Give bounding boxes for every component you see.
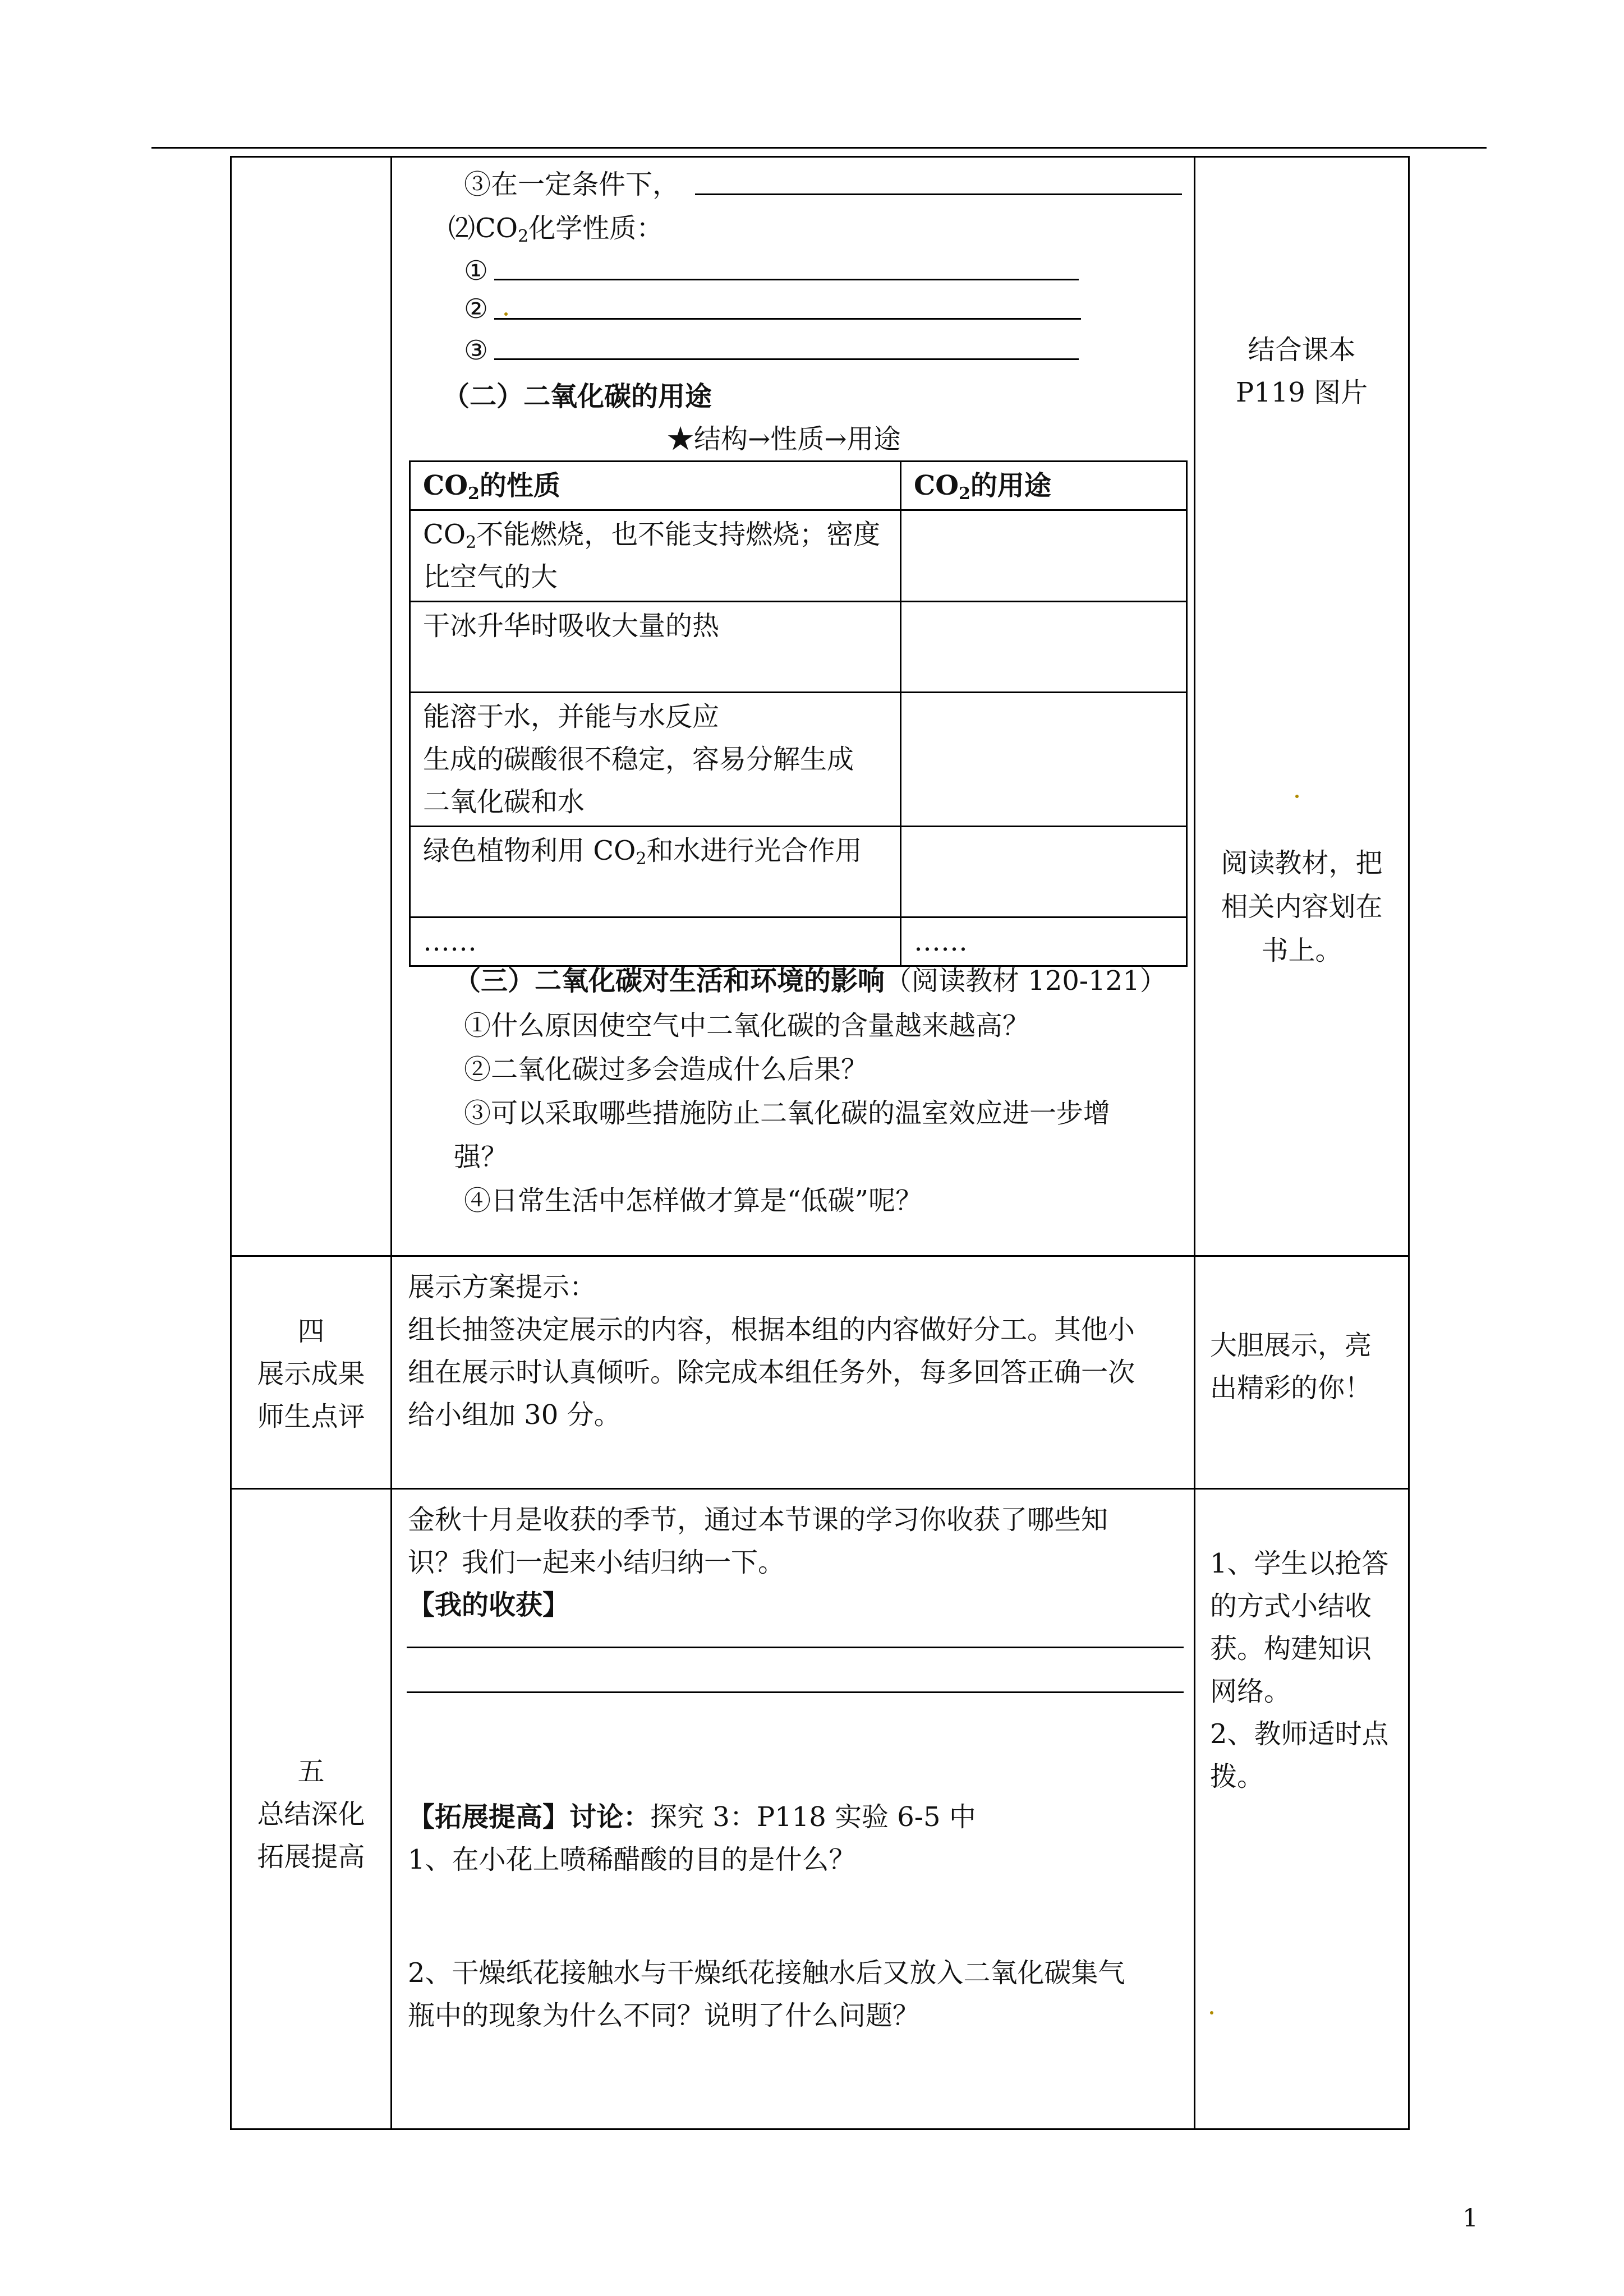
property-cell: 能溶于水，并能与水反应 生成的碳酸很不稳定，容易分解生成 二氧化碳和水 <box>410 693 901 827</box>
row5-intro-2: 识？我们一起来小结归纳一下。 <box>408 1547 785 1578</box>
row4-line-1: 展示方案提示： <box>408 1271 597 1303</box>
row5-label-line2: 拓展提高 <box>257 1841 365 1873</box>
speck-mark <box>1295 795 1299 798</box>
row4-label-number: 四 <box>297 1316 325 1347</box>
uses-heading: （二）二氧化碳的用途 <box>443 381 712 412</box>
row5-note-cell <box>1195 1489 1409 2129</box>
chem-item-2: ② <box>464 293 489 325</box>
extend-question-2b: 瓶中的现象为什么不同？说明了什么问题？ <box>408 2000 920 2031</box>
harvest-blank-2[interactable] <box>407 1691 1184 1693</box>
table-row <box>410 693 1187 827</box>
chem-item-3: ③ <box>464 335 489 366</box>
row4-line-2: 组长抽签决定展示的内容，根据本组的内容做好分工。其他小 <box>408 1314 1135 1345</box>
table-row-three <box>231 157 1409 1256</box>
use-cell[interactable] <box>901 510 1187 602</box>
row4-note-1: 大胆展示，亮 <box>1210 1330 1372 1361</box>
page-number: 1 <box>1462 2204 1478 2233</box>
row5-label-line1: 总结深化 <box>257 1799 365 1830</box>
table-row <box>410 827 1187 918</box>
row3-body-cell <box>392 157 1195 1256</box>
row5-label-cell <box>231 1489 392 2129</box>
row3-label-cell <box>231 157 392 1256</box>
row5-body-cell <box>392 1489 1195 2129</box>
chem-blank-2[interactable] <box>494 318 1081 320</box>
row4-label-line1: 展示成果 <box>257 1358 365 1390</box>
note-read-3: 书上。 <box>1261 935 1342 966</box>
harvest-heading: 【我的收获】 <box>408 1589 570 1621</box>
table-row <box>410 918 1187 966</box>
use-cell[interactable] <box>901 693 1187 827</box>
row5-note-3: 获。构建知识 <box>1210 1633 1372 1665</box>
row5-note-1: 1、学生以抢答 <box>1210 1548 1389 1579</box>
use-cell[interactable] <box>901 827 1187 918</box>
co2-uses-table <box>409 460 1188 967</box>
uses-table-header <box>410 462 1187 510</box>
table-row <box>410 510 1187 602</box>
row5-note-5: 2、教师适时点 <box>1210 1718 1389 1750</box>
row4-note-cell <box>1195 1256 1409 1489</box>
speck-mark <box>1210 2011 1213 2014</box>
extend-question-2a: 2、干燥纸花接触水与干燥纸花接触水后又放入二氧化碳集气 <box>408 1957 1125 1989</box>
structure-chain: ★结构→性质→用途 <box>667 423 901 455</box>
chem-properties-title: $⑵CO_2$化学性质： <box>448 213 664 246</box>
row5-note-2: 的方式小结收 <box>1210 1590 1372 1622</box>
harvest-blank-1[interactable] <box>407 1647 1184 1648</box>
impact-question-3: ③可以采取哪些措施防止二氧化碳的温室效应进一步增 <box>464 1098 1111 1129</box>
row3-note-cell <box>1195 157 1409 1256</box>
header-rule <box>151 147 1487 149</box>
impact-question-2: ②二氧化碳过多会造成什么后果？ <box>464 1054 868 1085</box>
impact-question-1: ①什么原因使空气中二氧化碳的含量越来越高？ <box>464 1010 1030 1041</box>
property-cell: 干冰升华时吸收大量的热 <box>410 602 901 693</box>
speck-mark <box>504 312 508 316</box>
table-row-five <box>231 1489 1409 2129</box>
row4-line-4: 给小组加 30 分。 <box>408 1399 621 1431</box>
row4-line-3: 组在展示时认真倾听。除完成本组任务外，每多回答正确一次 <box>408 1357 1135 1388</box>
row5-note-6: 拨。 <box>1210 1761 1264 1792</box>
impact-question-3-cont: 强？ <box>454 1141 508 1173</box>
row4-label-cell <box>231 1256 392 1489</box>
chem-item-1: ① <box>464 255 489 287</box>
header-properties: $CO_2$的性质 <box>410 462 901 510</box>
item3-blank[interactable] <box>695 193 1182 195</box>
lesson-table <box>230 156 1410 2130</box>
note-read-1: 阅读教材，把 <box>1221 847 1383 879</box>
table-row-four <box>231 1256 1409 1489</box>
chem-blank-1[interactable] <box>494 279 1079 280</box>
header-uses: $CO_2$的用途 <box>901 462 1187 510</box>
note-textbook-2: P119 图片 <box>1235 377 1368 408</box>
property-cell: …… <box>410 918 901 966</box>
item3-text: ③在一定条件下， <box>464 169 680 200</box>
extend-heading-line: 【拓展提高】讨论：探究 3：P118 实验 6-5 中 <box>408 1801 976 1833</box>
row5-label-number: 五 <box>297 1756 325 1787</box>
table-row <box>410 602 1187 693</box>
property-cell: 绿色植物利用 $CO_2$和水进行光合作用 <box>410 827 901 918</box>
property-cell: $CO_2$不能燃烧，也不能支持燃烧；密度 比空气的大 <box>410 510 901 602</box>
use-cell: …… <box>901 918 1187 966</box>
use-cell[interactable] <box>901 602 1187 693</box>
note-read-2: 相关内容划在 <box>1221 891 1383 923</box>
impact-heading-line: （三）二氧化碳对生活和环境的影响（阅读教材 120-121） <box>454 965 1167 997</box>
row4-note-2: 出精彩的你！ <box>1210 1372 1372 1404</box>
row5-note-4: 网络。 <box>1210 1676 1291 1707</box>
row4-label-line2: 师生点评 <box>257 1401 365 1432</box>
note-textbook-1: 结合课本 <box>1248 334 1356 366</box>
row4-body-cell <box>392 1256 1195 1489</box>
impact-question-4: ④日常生活中怎样做才算是“低碳”呢？ <box>464 1185 923 1216</box>
chem-blank-3[interactable] <box>494 358 1079 360</box>
extend-question-1: 1、在小花上喷稀醋酸的目的是什么？ <box>408 1844 856 1875</box>
row5-intro-1: 金秋十月是收获的季节，通过本节课的学习你收获了哪些知 <box>408 1504 1108 1536</box>
